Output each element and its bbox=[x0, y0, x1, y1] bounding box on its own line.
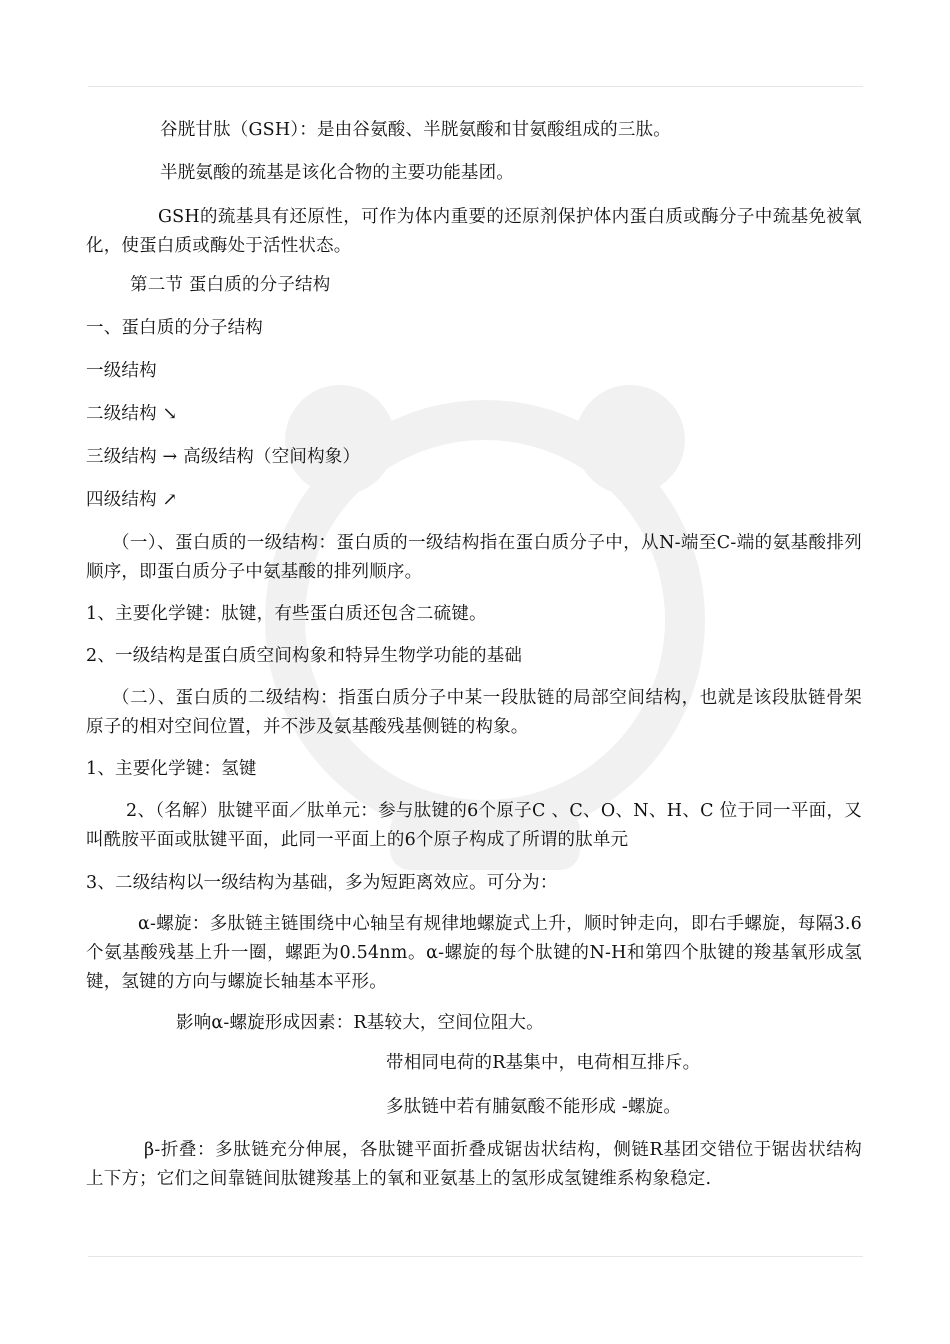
level-secondary: 二级结构 ↘ bbox=[86, 404, 178, 424]
alpha-helix-paragraph: α-螺旋：多肽链主链围绕中心轴呈有规律地螺旋式上升，顺时钟走向，即右手螺旋，每隔3.6个氨基酸残基上升一圈，螺距为0.54nm。α-螺旋的每个肽键的N-H和第四个肽键的羧基氧形成氢键，氢键的方向与螺旋长轴基本平形。 bbox=[86, 914, 862, 992]
level-primary: 一级结构 bbox=[86, 361, 157, 381]
secondary-structure-definition: （二）、蛋白质的二级结构：指蛋白质分子中某一段肽链的局部空间结构，也就是该段肽链骨架原子的相对空间位置，并不涉及氨基酸残基侧链的构象。 bbox=[86, 688, 862, 737]
level-quaternary: 四级结构 ↗ bbox=[86, 490, 178, 510]
primary-point-2: 2、一级结构是蛋白质空间构象和特异生物学功能的基础 bbox=[86, 646, 523, 666]
beta-sheet-paragraph: β-折叠：多肽链充分伸展，各肽键平面折叠成锯齿状结构，侧链R基团交错位于锯齿状结构上下方；它们之间靠链间肽键羧基上的氧和亚氨基上的氢形成氢键维系构象稳定. bbox=[86, 1140, 862, 1189]
secondary-point-1: 1、主要化学键：氢键 bbox=[86, 759, 257, 779]
secondary-point-3: 3、二级结构以一级结构为基础，多为短距离效应。可分为： bbox=[86, 873, 558, 893]
alpha-factor-1: 影响α-螺旋形成因素：R基较大，空间位阻大。 bbox=[176, 1013, 544, 1033]
header-rule bbox=[88, 86, 863, 87]
primary-structure-definition: （一）、蛋白质的一级结构：蛋白质的一级结构指在蛋白质分子中，从N-端至C-端的氨基酸排列顺序，即蛋白质分子中氨基酸的排列顺序。 bbox=[86, 533, 862, 582]
level-tertiary: 三级结构 → 高级结构（空间构象） bbox=[86, 447, 361, 467]
gsh-definition: 谷胱甘肽（GSH）：是由谷氨酸、半胱氨酸和甘氨酸组成的三肽。 bbox=[160, 120, 671, 140]
gsh-functional-group: 半胱氨酸的巯基是该化合物的主要功能基团。 bbox=[160, 163, 514, 183]
heading-protein-structure: 一、蛋白质的分子结构 bbox=[86, 318, 263, 338]
section-title: 第二节 蛋白质的分子结构 bbox=[130, 275, 331, 295]
primary-point-1: 1、主要化学键：肽键，有些蛋白质还包含二硫键。 bbox=[86, 604, 487, 624]
alpha-factor-3: 多肽链中若有脯氨酸不能形成 -螺旋。 bbox=[386, 1097, 682, 1117]
secondary-point-2-peptide-unit: 2、（名解）肽键平面／肽单元：参与肽键的6个原子C 、C、O、N、H、C 位于同一平面，又叫酰胺平面或肽键平面，此同一平面上的6个原子构成了所谓的肽单元 bbox=[86, 801, 862, 850]
footer-rule bbox=[88, 1256, 863, 1257]
gsh-role-paragraph: GSH的巯基具有还原性，可作为体内重要的还原剂保护体内蛋白质或酶分子中巯基免被氧化，使蛋白质或酶处于活性状态。 bbox=[86, 207, 862, 256]
alpha-factor-2: 带相同电荷的R基集中，电荷相互排斥。 bbox=[386, 1053, 701, 1073]
